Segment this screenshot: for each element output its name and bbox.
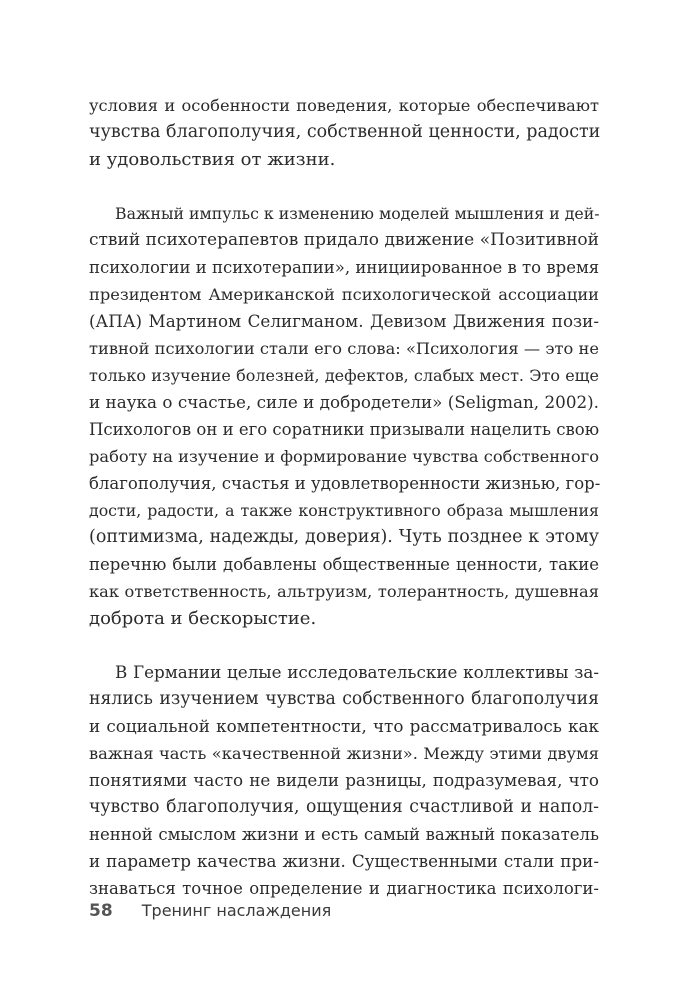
text-line: Психологов он и его соратники призывали нацелить свою bbox=[89, 420, 600, 439]
text-line: (оптимизма, надежды, доверия). Чуть позднее к этому bbox=[89, 527, 599, 547]
paragraph-gap bbox=[89, 173, 599, 200]
text-line: и наука о счастье, силе и добродетели» (Seligman, 2002). bbox=[89, 392, 599, 412]
page-number: 58 bbox=[89, 901, 113, 921]
text-line: знаваться точное определение и диагностика психологи- bbox=[89, 879, 599, 898]
paragraph-2 bbox=[89, 200, 599, 632]
paragraph-1 bbox=[89, 92, 599, 173]
text-line: и удовольствия от жизни. bbox=[89, 149, 336, 170]
body-text bbox=[89, 92, 599, 902]
text-line: Важный импульс к изменению моделей мышления и дей- bbox=[115, 204, 600, 223]
paragraph-gap bbox=[89, 632, 599, 659]
text-line: как ответственность, альтруизм, толерантность, душевная bbox=[89, 582, 599, 601]
text-line: тивной психологии стали его слова: «Психология — это не bbox=[89, 339, 599, 358]
text-line: В Германии целые исследовательские коллективы за- bbox=[115, 662, 599, 682]
paragraph-3 bbox=[89, 659, 599, 902]
text-line: ствий психотерапевтов придало движение «Позитивной bbox=[89, 230, 599, 250]
text-line: дости, радости, а также конструктивного образа мышления bbox=[89, 501, 599, 520]
text-line: и параметр качества жизни. Существенными стали при- bbox=[89, 851, 599, 871]
text-line: работу на изучение и формирование чувства собственного bbox=[89, 447, 599, 466]
text-line: психологии и психотерапии», инициированное в то время bbox=[89, 258, 600, 277]
text-line: условия и особенности поведения, которые обеспечивают bbox=[89, 96, 599, 115]
text-line: перечню были добавлены общественные ценности, такие bbox=[89, 555, 599, 574]
text-line: президентом Американской психологической ассоциации bbox=[89, 285, 599, 304]
text-line: чувства благополучия, собственной ценности, радости bbox=[89, 122, 601, 142]
page-footer bbox=[89, 901, 331, 921]
text-line: (АПА) Мартином Селигманом. Девизом Движения пози- bbox=[89, 311, 599, 331]
text-line: важная часть «качественной жизни». Между этими двумя bbox=[89, 744, 599, 763]
text-line: понятиями часто не видели разницы, подразумевая, что bbox=[89, 770, 599, 790]
text-line: и социальной компетентности, что рассматривалось как bbox=[89, 716, 599, 736]
text-line: доброта и бескорыстие. bbox=[89, 608, 317, 629]
text-line: нялись изучением чувства собственного благополучия bbox=[89, 689, 599, 709]
text-line: ненной смыслом жизни и есть самый важный показатель bbox=[89, 825, 599, 844]
text-line: чувство благополучия, ощущения счастливой и напол- bbox=[89, 797, 599, 817]
text-line: только изучение болезней, дефектов, слабых мест. Это еще bbox=[89, 366, 599, 385]
text-line: благополучия, счастья и удовлетворенности жизнью, гор- bbox=[89, 474, 601, 493]
running-title: Тренинг наслаждения bbox=[141, 901, 332, 920]
